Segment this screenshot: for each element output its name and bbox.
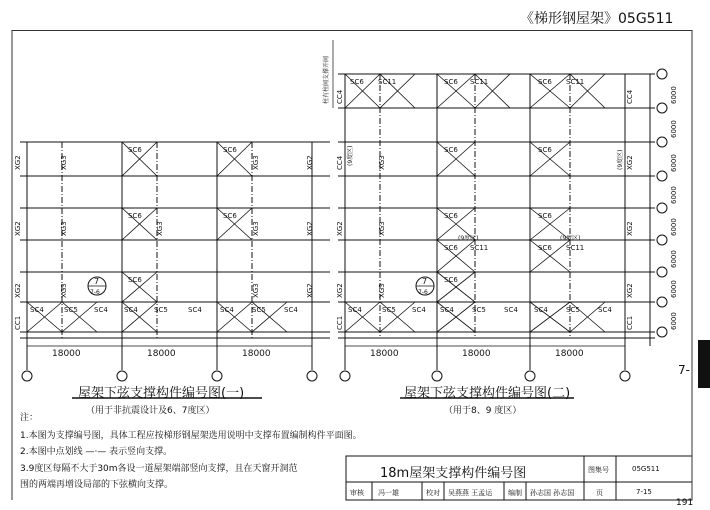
notes-label: 注： bbox=[20, 413, 39, 423]
label-xg3: XG3 bbox=[60, 221, 68, 236]
note-1: 1.本图为支撑编号图，具体工程应按梯形钢屋架选用说明中支撑布置编制构件平面图。 bbox=[20, 431, 362, 441]
label-sc4: SC4 bbox=[284, 306, 298, 314]
vertical-note: 柱有柱间支撑开间 bbox=[323, 55, 330, 104]
label-sc6: SC6 bbox=[444, 276, 458, 284]
label-sc6: SC6 bbox=[444, 244, 458, 252]
label-sc11: SC11 bbox=[566, 244, 585, 252]
side-dim: 6000 bbox=[670, 120, 678, 138]
label-xg3: XG3 bbox=[156, 221, 164, 236]
detail-ref-right: 7-6 bbox=[418, 289, 428, 296]
label-sc4: SC4 bbox=[124, 306, 138, 314]
side-dim: 6000 bbox=[670, 218, 678, 236]
check-name: 吴燕燕 王孟运 bbox=[448, 489, 493, 497]
label-xg2: XG2 bbox=[306, 283, 314, 298]
zone-9-label-d: (9度区) bbox=[617, 149, 624, 170]
label-sc6: SC6 bbox=[350, 78, 364, 86]
label-sc6: SC6 bbox=[538, 78, 552, 86]
label-sc4: SC4 bbox=[412, 306, 426, 314]
label-xg3: XG3 bbox=[378, 155, 386, 170]
label-sc11: SC11 bbox=[378, 78, 397, 86]
plan-right-subtitle: （用于8、9 度区） bbox=[444, 406, 522, 416]
label-sc4: SC4 bbox=[94, 306, 108, 314]
label-sc5: SC5 bbox=[252, 306, 266, 314]
label-xg2: XG2 bbox=[336, 283, 344, 298]
label-sc6: SC6 bbox=[128, 146, 142, 154]
zone-9-label-b: (9度区) bbox=[560, 235, 581, 242]
detail-num-left: 7 bbox=[94, 277, 100, 286]
label-xg3: XG3 bbox=[378, 283, 386, 298]
label-cc1: CC1 bbox=[626, 315, 634, 330]
side-dim: 6000 bbox=[670, 280, 678, 298]
label-sc11: SC11 bbox=[470, 78, 489, 86]
note-2: 2.本图中点划线 —·— 表示竖向支撑。 bbox=[20, 447, 173, 457]
plan-right-title: 屋架下弦支撑构件编号图(二) bbox=[404, 386, 571, 401]
label-xg3: XG3 bbox=[252, 283, 260, 298]
dim-left-3: 18000 bbox=[242, 349, 271, 359]
plan-left-labels bbox=[14, 146, 314, 359]
label-sc11: SC11 bbox=[566, 78, 585, 86]
zone-9-label-a: (9度区) bbox=[458, 235, 479, 242]
label-xg3: XG3 bbox=[378, 221, 386, 236]
side-dim: 6000 bbox=[670, 154, 678, 172]
label-sc6: SC6 bbox=[444, 78, 458, 86]
label-xg2: XG2 bbox=[306, 155, 314, 170]
note-3: 3.9度区每隔不大于30m各设一道屋架端部竖向支撑，且在天窗开洞范 bbox=[20, 464, 298, 474]
label-sc5: SC5 bbox=[64, 306, 78, 314]
label-xg2: XG2 bbox=[626, 155, 634, 170]
section-marker: 7- bbox=[678, 363, 690, 377]
detail-num-right: 7 bbox=[422, 277, 428, 286]
label-sc5: SC5 bbox=[566, 306, 580, 314]
dim-right-3: 18000 bbox=[555, 349, 584, 359]
dim-right-1: 18000 bbox=[370, 349, 399, 359]
atlas-header: 《梯形钢屋架》05G511 bbox=[520, 11, 674, 27]
design-name: 孙志国 孙志国 bbox=[530, 489, 575, 497]
label-sc4: SC4 bbox=[504, 306, 518, 314]
label-xg2: XG2 bbox=[14, 283, 22, 298]
label-sc6: SC6 bbox=[444, 212, 458, 220]
label-sc4: SC4 bbox=[598, 306, 612, 314]
drawing-title: 18m屋架支撑构件编号图 bbox=[380, 466, 527, 481]
label-cc4: CC4 bbox=[626, 89, 634, 104]
page-value: 7-15 bbox=[636, 488, 652, 496]
review-name: 冯一雄 bbox=[378, 489, 399, 497]
label-sc4: SC4 bbox=[534, 306, 548, 314]
note-4: 围的两端再增设局部的下弦横向支撑。 bbox=[20, 480, 174, 490]
label-sc6: SC6 bbox=[538, 212, 552, 220]
set-label: 图集号 bbox=[588, 466, 609, 474]
page-label: 页 bbox=[596, 489, 603, 497]
label-sc6: SC6 bbox=[128, 212, 142, 220]
plan-left-subtitle: （用于非抗震设计及6、7度区） bbox=[86, 406, 215, 416]
label-sc5: SC5 bbox=[472, 306, 486, 314]
label-sc6: SC6 bbox=[223, 212, 237, 220]
page-number: 191 bbox=[676, 498, 694, 508]
label-sc5: SC5 bbox=[154, 306, 168, 314]
side-dim: 6000 bbox=[670, 250, 678, 268]
plan-left bbox=[20, 142, 330, 381]
dim-left-1: 18000 bbox=[52, 349, 81, 359]
dim-left-2: 18000 bbox=[147, 349, 176, 359]
design-label: 编制 bbox=[508, 489, 522, 497]
label-cc4: CC4 bbox=[336, 155, 344, 170]
label-xg3: XG3 bbox=[252, 221, 260, 236]
label-sc4: SC4 bbox=[348, 306, 362, 314]
label-cc1: CC1 bbox=[14, 315, 22, 330]
label-sc5: SC5 bbox=[382, 306, 396, 314]
plan-right bbox=[333, 40, 667, 381]
label-sc6: SC6 bbox=[128, 276, 142, 284]
label-xg2: XG2 bbox=[14, 221, 22, 236]
check-label: 校对 bbox=[426, 489, 440, 497]
label-xg2: XG2 bbox=[14, 155, 22, 170]
label-cc1: CC1 bbox=[336, 315, 344, 330]
label-xg2: XG2 bbox=[336, 221, 344, 236]
label-xg3: XG3 bbox=[60, 155, 68, 170]
plan-left-title: 屋架下弦支撑构件编号图(一) bbox=[78, 386, 245, 401]
label-sc11: SC11 bbox=[470, 244, 489, 252]
review-label: 审核 bbox=[350, 489, 364, 497]
set-value: 05G511 bbox=[632, 465, 660, 473]
label-sc4: SC4 bbox=[220, 306, 234, 314]
label-xg2: XG2 bbox=[626, 221, 634, 236]
side-dim: 6000 bbox=[670, 312, 678, 330]
section-tab bbox=[698, 340, 710, 388]
label-xg2: XG2 bbox=[306, 221, 314, 236]
detail-ref-left: 7-6 bbox=[90, 289, 100, 296]
label-sc4: SC4 bbox=[440, 306, 454, 314]
label-cc4: CC4 bbox=[336, 89, 344, 104]
side-dim: 6000 bbox=[670, 86, 678, 104]
label-sc4: SC4 bbox=[30, 306, 44, 314]
label-sc6: SC6 bbox=[538, 244, 552, 252]
label-sc6: SC6 bbox=[538, 146, 552, 154]
label-xg2: XG2 bbox=[626, 283, 634, 298]
label-sc4: SC4 bbox=[188, 306, 202, 314]
label-sc6: SC6 bbox=[444, 146, 458, 154]
label-sc6: SC6 bbox=[223, 146, 237, 154]
side-dim: 6000 bbox=[670, 186, 678, 204]
zone-9-label-c: (9度区) bbox=[347, 145, 354, 166]
label-xg3: XG3 bbox=[60, 283, 68, 298]
dim-right-2: 18000 bbox=[462, 349, 491, 359]
label-xg3: XG3 bbox=[252, 155, 260, 170]
